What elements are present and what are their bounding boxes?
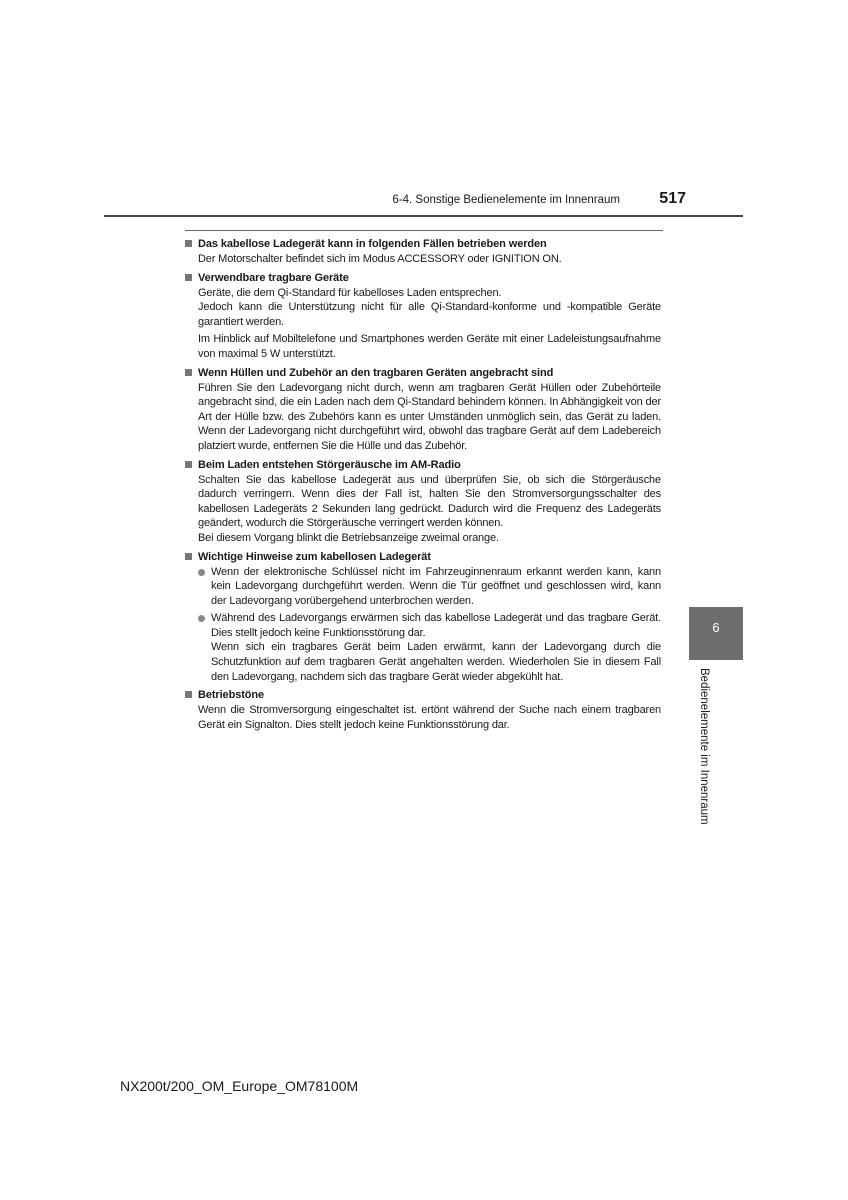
section-heading bbox=[185, 236, 661, 252]
paragraph: Der Motorschalter befindet sich im Modus ACCESSORY oder IGNITION ON. bbox=[198, 253, 562, 265]
page-number: 517 bbox=[659, 190, 686, 207]
chapter-title: Bedienelemente im Innenraum bbox=[698, 668, 710, 825]
bullet-item bbox=[185, 611, 661, 684]
bullet-text: Während des Ladevorgangs erwärmen sich das kabellose Ladegerät und das tragbare Gerät. Dies stellt jedoch keine Funktionsstörung dar. Wenn sich ein tragbares Gerät beim Laden erwärmt, kann der Ladevorgang durch die Schutzfunktion auf dem tragbaren Gerät angehalten werden. Wiederholen Sie in diesem Fall den Ladevorgang, nachdem sich das tragbare Gerät wieder abgekühlt hat. bbox=[211, 612, 661, 683]
section-operating-conditions bbox=[185, 236, 661, 267]
content-area bbox=[185, 236, 661, 735]
section-heading-text: Beim Laden entstehen Störgeräusche im AM-Radio bbox=[198, 458, 461, 471]
section-heading-text: Wichtige Hinweise zum kabellosen Ladegerät bbox=[198, 550, 431, 563]
section-heading bbox=[185, 549, 661, 565]
section-important-notes bbox=[185, 549, 661, 685]
square-bullet-icon bbox=[185, 240, 192, 247]
bullet-text: Wenn der elektronische Schlüssel nicht im Fahrzeuginnenraum erkannt werden kann, kann kein Ladevorgang durchgeführt werden. Wenn die Tür geöffnet und geschlossen wird, kann der Ladevorgang vorübergehend unterbrochen werden. bbox=[211, 565, 661, 607]
chapter-number: 6 bbox=[712, 620, 720, 635]
square-bullet-icon bbox=[185, 369, 192, 376]
section-heading bbox=[185, 457, 661, 473]
square-bullet-icon bbox=[185, 691, 192, 698]
section-operation-sounds bbox=[185, 687, 661, 732]
section-heading-text: Verwendbare tragbare Geräte bbox=[198, 271, 349, 284]
content-divider bbox=[185, 230, 663, 231]
paragraph: Führen Sie den Ladevorgang nicht durch, wenn am tragbaren Gerät Hüllen oder Zubehörteile angebracht sind, die ein Laden nach dem Qi-Standard behindern können. In Abhängigkeit von der Art der Hülle bzw. des Zubehörs kann es unter Umständen unmöglich sein, das Gerät zu laden. Wenn der Ladevorgang nicht durchgeführt wird, obwohl das tragbare Gerät auf dem Ladebereich platziert wurde, entfernen Sie die Hülle und das Zubehör. bbox=[198, 381, 661, 452]
section-heading-text: Wenn Hüllen und Zubehör an den tragbaren Geräten angebracht sind bbox=[198, 366, 554, 379]
section-cases-accessories bbox=[185, 365, 661, 454]
header-divider bbox=[104, 215, 743, 217]
section-heading bbox=[185, 270, 661, 286]
paragraph: Schalten Sie das kabellose Ladegerät aus und überprüfen Sie, ob sich die Störgeräusche dadurch verringern. Wenn dies der Fall ist, halten Sie den Stromversorgungsschalter des kabellosen Ladegeräts 2 Sekunden lang gedrückt. Dadurch wird die Frequenz des Ladegeräts geändert, wodurch die Störgeräusche verringert werden können. Bei diesem Vorgang blinkt die Betriebsanzeige zweimal orange. bbox=[198, 473, 661, 544]
round-bullet-icon bbox=[198, 615, 205, 622]
header-section-title: 6-4. Sonstige Bedienelemente im Innenraum bbox=[392, 194, 620, 206]
paragraph: Geräte, die dem Qi-Standard für kabelloses Laden entsprechen. Jedoch kann die Unterstützung nicht für alle Qi-Standard-konforme und -kompatible Geräte garantiert werden. bbox=[198, 286, 661, 328]
section-compatible-devices bbox=[185, 270, 661, 362]
section-heading-text: Das kabellose Ladegerät kann in folgenden Fällen betrieben werden bbox=[198, 238, 547, 250]
paragraph: Im Hinblick auf Mobiltelefone und Smartphones werden Geräte mit einer Ladeleistungsaufnahme von maximal 5 W unterstützt. bbox=[198, 333, 661, 360]
square-bullet-icon bbox=[185, 274, 192, 281]
paragraph: Wenn die Stromversorgung eingeschaltet ist. ertönt während der Suche nach einem tragbaren Gerät ein Signalton. Dies stellt jedoch keine Funktionsstörung dar. bbox=[198, 704, 661, 731]
chapter-tab bbox=[689, 607, 743, 660]
section-heading-text: Betriebstöne bbox=[198, 689, 265, 702]
round-bullet-icon bbox=[198, 569, 205, 576]
footer-document-id: NX200t/200_OM_Europe_OM78100M bbox=[120, 1078, 359, 1094]
section-am-radio-noise bbox=[185, 457, 661, 546]
square-bullet-icon bbox=[185, 553, 192, 560]
section-heading bbox=[185, 365, 661, 381]
section-heading bbox=[185, 687, 661, 703]
bullet-item bbox=[185, 565, 661, 609]
square-bullet-icon bbox=[185, 461, 192, 468]
